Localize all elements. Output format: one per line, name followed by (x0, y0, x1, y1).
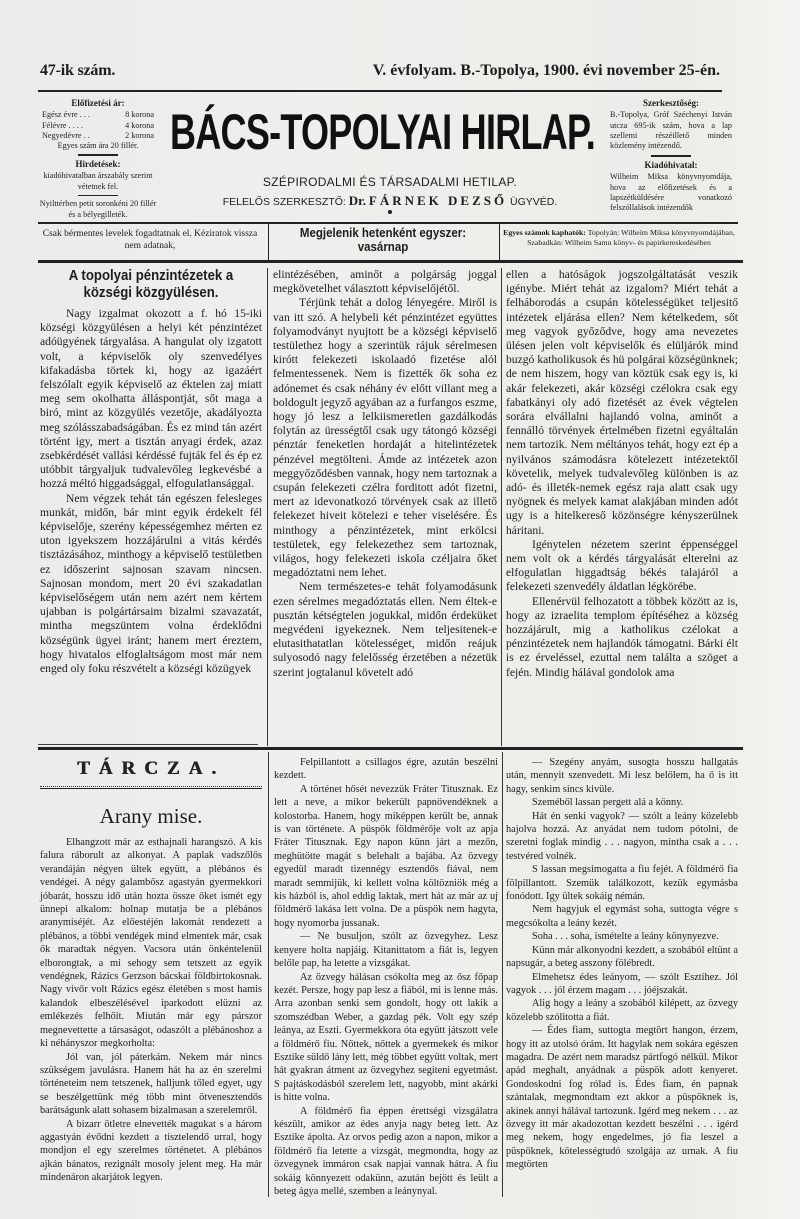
column-divider (499, 224, 500, 260)
paragraph: elintézésében, aminőt a polgárság joggal megkövetelhet választott képviselőjétől. (273, 268, 497, 296)
ads-text: kiadóhivatalban árszabály szerint vétetnek fel. (43, 171, 153, 191)
paragraph: Felpillantott a csillagos égre, azután beszélni kezdett. (274, 757, 498, 782)
divider (651, 155, 691, 157)
publisher-title: Kiadóhivatal: (644, 159, 698, 170)
info-publication: Megjelenik hetenként egyszer: vasárnap (299, 226, 467, 254)
section-heading: TÁRCZA. (77, 758, 225, 779)
paragraph: Hát én senki vagyok? — szólt a leány közelebb hajolva hozzá. Az anyádat nem tudom pótolni, de szeretni foglak mindig . . . nagyon, mintha csak a . . . testvéred volnék. (506, 810, 738, 862)
paragraph: Igénytelen nézetem szerint éppenséggel nem volt ok a kérdés tárgyalását elterelni az elfogulatlan higgadtság békés talajáról a felekezeti szenvedély áldatlan légkörébe. (506, 537, 738, 594)
paragraph: — Szegény anyám, susogta hosszu hallgatás után, mennyit szenvedett. Mi lesz belőlem, ha ő is itt hagy, senkim sincs kivüle. (506, 757, 738, 795)
paragraph: — Ne busuljon, szólt az özvegyhez. Lesz kenyere holta napjáig. Kitanittatom a fiát is, legyen belőle pap, ha letette a vizsgákat. (274, 931, 498, 970)
paragraph: Térjünk tehát a dolog lényegére. Miről is van itt szó. A helybeli két pénzintézet együttes folyamodványt nyujtott be a községi képviselő testülethez hogy a szerintük rájuk sérelmesen kirótt felekezeti iskolaadó fizetése alól felmentessenek. Nem is fizették ők soha ez adónemet és csak néhány év előtt villant meg a boldogult jegyző agyában az a furfangos eszme, hogy jó lesz a lelkiismeretlen gazdálkodás folytán az ürességtől csak ugy tátongó községi pénztár feneketlen hordaját a hitelintézetek pénzével megtölteni. Ámde az intézetek azon meggyőződésben vannak, hogy nem tartoznak a csupán felekezeti czélra forditott adót fizetni, mert az idevonatkozó törvények csak az illető felekezet hiveit kötelezi e teher viselésére. És minthogy a pénzintézetek, mint erkölcsi testületek, egy felekezethez sem tartoznak, világos, hogy felekezeti iskola czéljaira őket megadóztatni nem lehet. (273, 296, 497, 580)
article-column-2 (273, 268, 497, 680)
paragraph: Soha . . . soha, ismételte a leány könynyezve. (532, 931, 719, 943)
paragraph: A földmérő fia éppen érettségi vizsgálatra készült, amikor az édes anyja nagy beteg lett. Az Esztike ápolta. Az orvos pedig azon a napon, mikor a földmérő fia letette a vizsgát, megmondta, hogy az özvegynek immáron csak napjai vannak hátra. A fiu sokáig könnyezett odakünn, azután bejött és leült a beteg ágya mellé, szemben a leánynyal. (274, 1105, 498, 1197)
column-divider (502, 752, 503, 1197)
info-letters: Csak bérmentes levelek fogadtatnak el. Kéziratok vissza nem adatnak, (42, 229, 258, 251)
paragraph: Nagy izgalmat okozott a f. hó 15-iki községi közgyülésen a helyi két pénzintézet adóügyének tárgyalása. A hangulat oly izgatott volt, a képviselők oly szenvedélyes kifakadásba törtek ki, hogy az igazáért felszólalt egyik képviselő az éktelen zaj miatt meg sem okolhatta álláspontját, sőt maga a biró, mint az közgyülés vezetője, akadályozta meg szólásszabadságában. És ez mind tán azért történt igy, mert a tisztán anyagi érdek, azaz zsebkérdését vallási kérdéssé fujták fel és ép ez utóbbit tárgyaljuk tudvalevőleg legkevésbé a hozzá méltó higgadsággal, elfogulatlansággal. (40, 307, 262, 491)
masthead-title: BÁCS-TOPOLYAI HIRLAP. (170, 104, 595, 160)
feuilleton-column-2 (274, 756, 498, 1198)
subscription-title: Előfizetési ár: (71, 98, 125, 108)
paragraph: Szeméből lassan pergett alá a könny. (532, 797, 684, 809)
subscription-box (38, 98, 158, 220)
masthead-subtitle: SZÉPIRODALMI ÉS TÁRSADALMI HETILAP. (262, 175, 518, 189)
paragraph: ellen a hatóságok jogszolgáltatását veszik igénybe. Miért tehát az izgalom? Miért tehát a felháborodás a csupán kötelességüket teljesitő intézetek eljárása ellen? Nem kételkedem, sőt meg vagyok győződve, hogy ama nevezetes ülésen jelen volt képviselők és elüljárók mind buzgó katholikusok és hü polgárai községünknek; de nem hiszem, hogy van köztük csak egy is, ki akár felekezeti, akár községi czélokra csak egy fabatkányi oly adó fizetését az évek végtelen sorára elvállalni hajlandó volna, aminőt a fennálló törvények értelmében fizetni egyáltalán nem tartozik. Nem méltányos tehát, hogy ezt ép a nyilvános számodásra kötelezett intézetektől követelik, melyek tudvalevőleg különben is az adó- és illeték-nemek egész raja alatt csak ugy nyögnek és melyek kamat alakjában minden adót ugy is a hitelkereső közönségre kényszerülnek háritani. (506, 268, 738, 537)
single-price: Egyes szám ára 20 fillér. (57, 141, 139, 151)
thin-rule (38, 744, 258, 745)
paragraph: Jól van, jól páterkám. Nekem már nincs szükségem javulásra. Hanem hát ha az én szerelmi történeteim nem tetszenek, halljunk tőled egyet, ugy se beszélgettünk még több mint ötvenesztendős barátságunk alatt sohasem bizalmasan a szerelemről. (40, 1051, 262, 1117)
section-heading-rule (40, 786, 262, 789)
paragraph: Ellenérvül felhozatott a többek között az is, hogy az izraelita templom építéséhez a község hozzájárult, mig a katholikus czélokat a pénzintézetek nem hajlandók támogatni. Bárki élt is ez érveléssel, ezuttal nem találta a szöget a fején. Mindig hálával gondolok ama (506, 594, 738, 679)
paragraph: Elmehetsz édes leányom, — szólt Esztihez. Jól vagyok . . . jól érzem magam . . . jóéjszakát. (506, 971, 738, 996)
open-space-text: Nyilttérben petit soronkéni 20 fillér és a bélyegilleték. (39, 199, 157, 219)
article-column-3 (506, 268, 738, 680)
issue-number: 47-ik szám. (40, 62, 116, 79)
column-divider (268, 224, 269, 260)
paragraph: Nem hagyjuk el egymást soha, suttogta végre s megcsókolta a leány kezét. (506, 904, 738, 929)
paragraph: Nem természetes-e tehát folyamodásunk ezen sérelmes megadóztatás ellen. Nem éltek-e pusztán kétségtelen jogukkal, midőn érdeküket megvédeni igyekeznek. Nem teljesitenek-e elutasithatatlan kötelességet, midőn reájuk sulyosodó nagy felelősség érzetében a nézetük szerint jogtalanul követelt adó (273, 580, 497, 679)
paragraph: Künn már alkonyodni kezdett, a szobából eltünt a napsugár, a beteg asszony fölébredt. (506, 944, 738, 970)
column-divider (268, 752, 269, 1197)
paragraph: A bizarr ötletre elnevették magukat s a három aggastyán évődni kezdett a tisztelendő urral, hogy mondjon el egy szerelmes történetet. A plébános ajkán bánatos, rezignált mosoly jelent meg. Ha már mindenáron akarjátok legyen. (40, 1118, 262, 1184)
editorial-text: B.-Topolya, Gróf Széchenyi István utcza 695-ik szám, hova a lap szellemi részéillető minden közlemény intézendő. (610, 110, 732, 151)
editor-line: FELELŐS SZERKESZTŐ: Dr. FÁRNEK DEZSŐ ÜGYVÉD. (222, 193, 558, 208)
column-divider (501, 268, 502, 746)
paragraph: S lassan megsimogatta a fiu fejét. A földmérő fia fölpillantott. Szemük találkozott, kezük egymásba fonódott. Igy ültek sokáig némán. (506, 864, 738, 903)
paragraph: — Édes fiam, suttogta megtört hangon, érzem, hogy itt az utolsó órám. Itt hagylak nem sokára egészen magadra. De azért nem maradsz pártfogó nélkül. Mikor apád meghalt, anyádnak a püspök adott kenyeret. Gondoskodni fog rólad is. Édes fiam, én papnak szántalak, megmondtam ezt akkor a püspöknek is, akinek annyi hálával tartozunk. Igérd meg nekem . . . az özvegy itt már akadozottan kezdett beszélni . . . igérd meg nekem, hogy engedelmes, jó fia leszel a püspöknek, kötelességtudó szolgája az urnak. A fiu megtörten (506, 1025, 738, 1171)
masthead-rule (38, 222, 738, 224)
publisher-text: Wilheim Miksa könyvnyomdája, hova az előfizetések és a lapszétküldésére vonatkozó felszóllalások intézendők (610, 172, 732, 213)
paragraph: Alig hogy a leány a szobából kilépett, az özvegy közelebb szólitotta a fiát. (506, 998, 738, 1023)
article-column-1 (40, 267, 262, 676)
feuilleton-column-3 (506, 756, 738, 1172)
feuilleton-column-1 (40, 836, 262, 1185)
section-rule (38, 260, 743, 263)
feuilleton-rule (38, 747, 743, 750)
paragraph: A történet hősét nevezzük Fráter Titusznak. Ez lett a neve, a mikor bekerült papnövendéknek a kolostorba. Hanem, hogy miképpen került be, annak is van története. A püspök földmérője volt az apja Fráter Titusznak. Egy napon künn járt a mezőn, meghütötte magát s belehalt a bajába. Az özvegy egyedül maradt tizennégy esztendős fiával, nem maradt semmijük, ki kellett volna költözniök még a kis házból is, ahol eddig laktak, mert hát az már az uj földmérő lakása lett volna. De a püspök nem hagyta, hogy nyomorba jussanak. (274, 783, 498, 929)
price-row: Egész évre . . . 8 korona (42, 110, 154, 120)
story-title: Arany mise. (99, 804, 203, 828)
paragraph: Nem végzek tehát tán egészen felesleges munkát, midőn, bár mint egyik érdekelt fél képviselője, szerény képességemhez mérten ez uton igyekszem hozzájárulni a vitás kérdés tisztázásához, minthogy a képviselő testületben ez időszerint sajnosan szavam nincsen. Sajnosan mondom, mert 20 évi szakadatlan képviselőségem után nem azért nem kértem ujabban is polgártársaim bizalmi szavazatát, mintha megszüntem volna érdeklődni községünk ügyei iránt; hanem mert éreztem, hogy hivatalos elfoglaltságom most már nem enged oly foku részvételt a községi közügyek (40, 491, 262, 676)
editorial-title: Szerkesztőség: (643, 98, 699, 108)
divider (78, 154, 118, 156)
editorial-box (610, 98, 732, 213)
divider (78, 195, 118, 197)
article-title: A topolyai pénzintézetek a községi közgyülésen. (68, 267, 234, 301)
paragraph: Elhangzott már az esthajnali harangszó. A kis falura ráborult az alkonyat. A paplak vadszőlős verandáján négyen ültek együtt, a plébános és vendégei. A négy galambősz agastyán gyermekkori jóbarát, hosszu idő után hozta össze őket ismét egy ünnepi alkalom: holnap mutatja be a plébános aranymiséjét. Az előestéjén lakomát rendezett a plébános, a többi vendégek mind elmentek már, csak ők maradtak négyen. Vacsora után önkéntelenül elborongtak, a mi sehogy sem tetszett az egyik vendégnek, Rázics Gerzson bácskai földbirtokosnak. Nagy vivőr volt Rázics egész életében s most hamis kalandok elbeszélésével iparkodott elüzni az emlékezés felhőit. Miután már egy párszor megnevettette a társaságot, odaszólt a plébánoshoz a ki néhányszor megkorholta: (40, 837, 262, 1050)
editor-name: FÁRNEK DEZSŐ (368, 193, 508, 208)
info-availability: Egyes számok kaphatók: Topolyán: Wilheim Miksa könyvnyomdájában, Szabadkán: Wilheim Samu könyv- és papirkereskedésében (503, 228, 735, 247)
price-row: Félévre . . . . 4 korona (42, 120, 154, 130)
column-divider (267, 268, 268, 746)
ornament-dot (388, 210, 392, 214)
dateline: V. évfolyam. B.-Topolya, 1900. évi november 25-én. (372, 62, 720, 79)
price-row: Negyedévre . . 2 korona (42, 130, 154, 140)
ads-title: Hirdetések: (75, 158, 121, 169)
paragraph: Az özvegy hálásan csókolta meg az ősz főpap kezét. Persze, hogy pap lesz a fiából, mi is lenne más. Arra azonban senki sem gondolt, hogy ott lakik a szomszédban Weber, a gazdag pék. Volt egy szép leánya, az Eszti. Gyermekkora óta együtt játszott vele a földmérő fiu. Nőttek, nőttek a gyermekek és mikor Esztike süldő lány lett, még többet együtt voltak, mert hát gyakran átment az özvegyhez segiteni egyetmást. S pajtáskodásból szerelem lett, nagyobb, mint akárki is hitte volna. (274, 971, 498, 1104)
top-rule (38, 90, 722, 92)
